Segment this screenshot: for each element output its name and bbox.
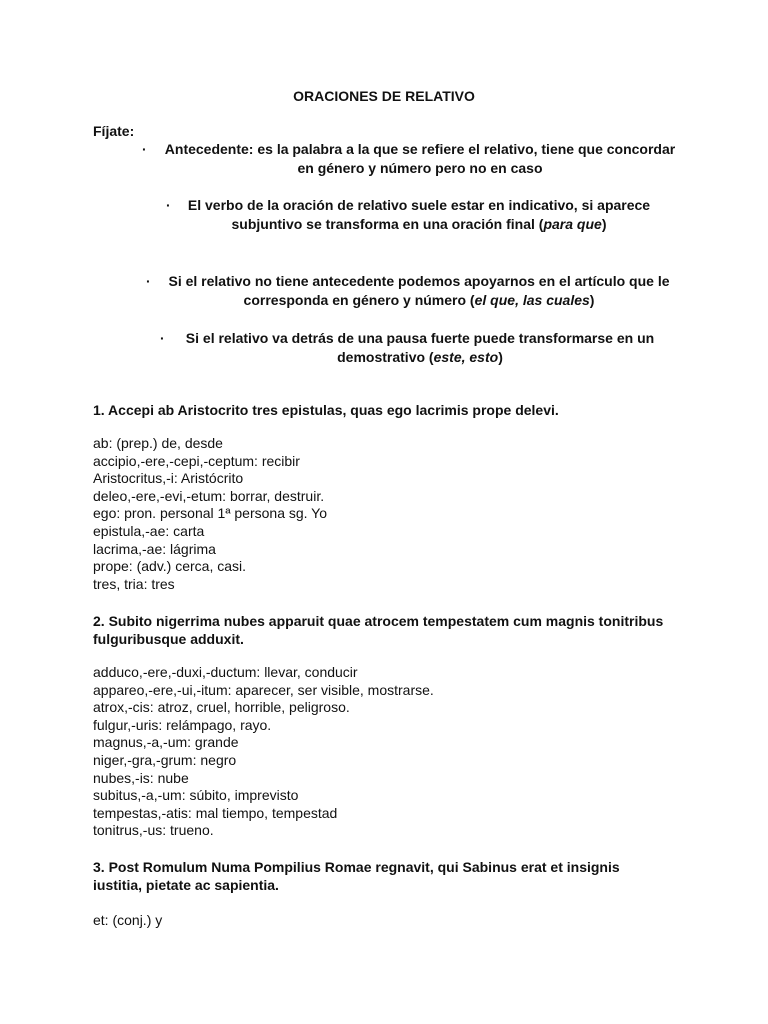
bullet-line: Si el relativo no tiene antecedente podemos apoyarnos en el artículo que le [168,273,670,289]
vocab-entry: adduco,-ere,-duxi,-ductum: llevar, conducir [93,664,358,680]
vocab-entry: ego: pron. personal 1ª persona sg. Yo [93,505,328,522]
exercise-line: iustitia, pietate ac sapientia. [93,877,279,893]
exercise-2-vocabulary [93,664,693,840]
exercise-1-vocabulary [93,435,693,593]
vocab-entry: subitus,-a,-um: súbito, imprevisto [93,787,299,804]
vocab-entry: tres, tria: tres [93,575,175,592]
bullet-line: subjuntivo se transforma en una oración final ( [231,216,544,232]
exercise-3-sentence [93,858,693,894]
bullet-italic: el que, las cuales [474,292,590,308]
exercise-1-sentence [93,401,693,419]
exercise-line: fulguribusque adduxit. [93,631,244,647]
bullet-item-antecedente [160,140,680,178]
bullet-line: Antecedente: es la palabra a la que se refiere el relativo, tiene que concordar [164,141,676,157]
bullet-line-end: ) [601,216,607,232]
page-title: ORACIONES DE RELATIVO [293,88,475,104]
bullet-line: Si el relativo va detrás de una pausa fuerte puede transformarse en un [185,330,655,346]
bullet-line-end: ) [498,349,503,365]
bullet-item-pausa-fuerte [178,329,662,367]
bullet-marker: · [146,273,151,289]
bullet-marker: · [142,141,147,157]
vocab-entry: magnus,-a,-um: grande [93,734,239,751]
vocab-entry: lacrima,-ae: lágrima [93,540,216,557]
exercise-line: 3. Post Romulum Numa Pompilius Romae regnavit, qui Sabinus erat et insignis [93,859,620,875]
vocab-entry: accipio,-ere,-cepi,-ceptum: recibir [93,452,300,469]
vocab-entry: et: (conj.) y [93,912,163,928]
bullet-line: en género y número pero no en caso [297,160,543,176]
bullet-line: El verbo de la oración de relativo suele estar en indicativo, si aparece [187,197,651,213]
vocab-entry: ab: (prep.) de, desde [93,435,223,451]
bullet-italic: para que [543,216,602,232]
vocab-entry: prope: (adv.) cerca, casi. [93,558,247,575]
fijate-label: Fíjate: [93,123,135,139]
vocab-entry: Aristocritus,-i: Aristócrito [93,470,244,487]
bullet-line: demostrativo ( [337,349,434,365]
vocab-entry: tonitrus,-us: trueno. [93,822,214,839]
bullet-item-sin-antecedente [164,272,674,310]
bullet-line: corresponda en género y número ( [243,292,475,308]
vocab-entry: atrox,-cis: atroz, cruel, horrible, peligroso. [93,699,350,716]
vocab-entry: fulgur,-uris: relámpago, rayo. [93,716,272,733]
vocab-entry: niger,-gra,-grum: negro [93,751,237,768]
vocab-entry: appareo,-ere,-ui,-itum: aparecer, ser visible, mostrarse. [93,681,434,698]
vocab-entry: nubes,-is: nube [93,769,189,786]
vocab-entry: tempestas,-atis: mal tiempo, tempestad [93,804,338,821]
exercise-2-sentence [93,612,693,648]
bullet-marker: · [160,330,165,346]
vocab-entry: epistula,-ae: carta [93,522,205,539]
bullet-line-end: ) [589,292,595,308]
exercise-line: 1. Accepi ab Aristocrito tres epistulas, quas ego lacrimis prope delevi. [93,402,559,418]
bullet-item-verbo [184,196,654,234]
exercise-3-vocabulary [93,912,693,930]
vocab-entry: deleo,-ere,-evi,-etum: borrar, destruir. [93,487,325,504]
bullet-italic: este, esto [433,349,499,365]
bullet-marker: · [166,197,171,213]
exercise-line: 2. Subito nigerrima nubes apparuit quae atrocem tempestatem cum magnis tonitribus [93,613,664,629]
